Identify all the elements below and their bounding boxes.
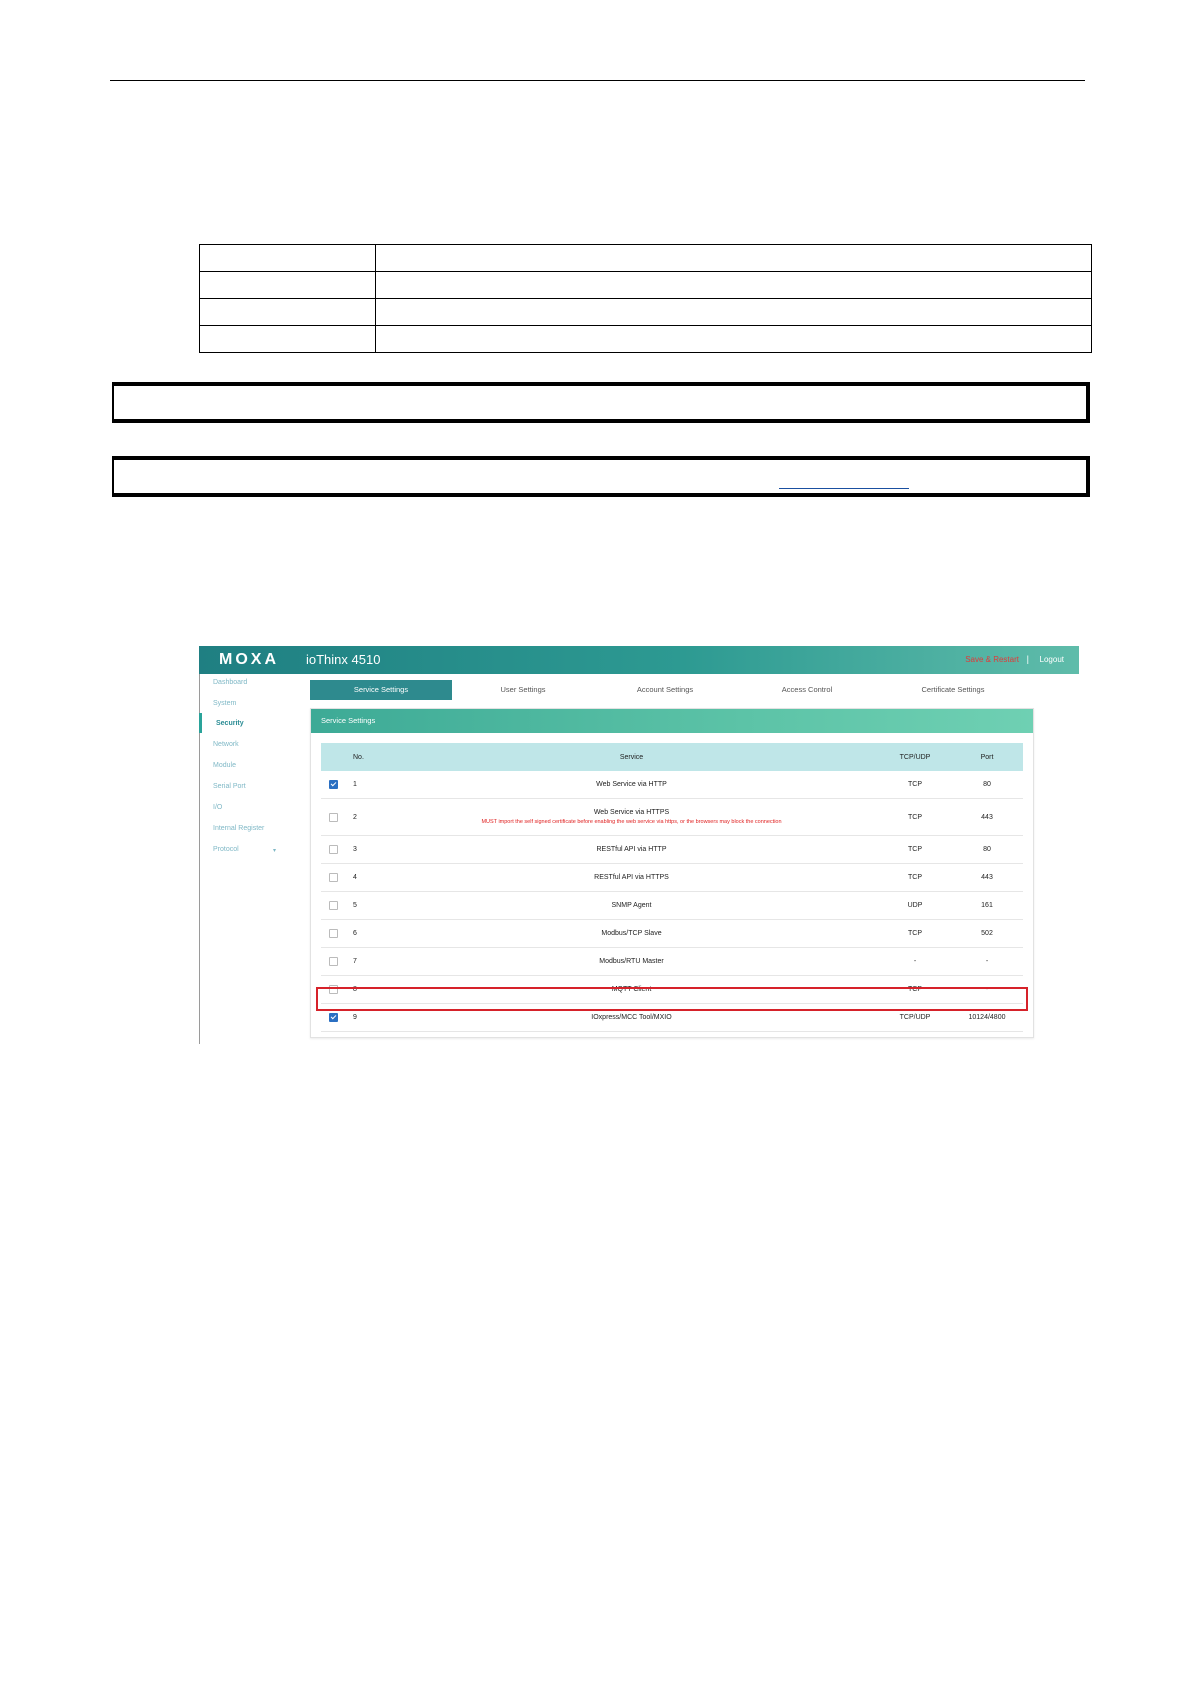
- note-box: [112, 382, 1090, 423]
- highlight-box: [316, 987, 1028, 1011]
- tab-bar: [310, 680, 1028, 700]
- col-port: Port: [951, 743, 1023, 771]
- service-checkbox[interactable]: [329, 845, 338, 854]
- logout-link[interactable]: Logout: [1039, 655, 1064, 664]
- table-row: [200, 272, 1092, 299]
- sidebar-item-system[interactable]: System: [213, 700, 237, 707]
- tab-service-settings[interactable]: Service Settings: [310, 680, 452, 700]
- service-checkbox[interactable]: [329, 1013, 338, 1022]
- parameter-table: [199, 244, 1092, 353]
- table-row: 8 MQTT Client TCP -: [321, 976, 1023, 1004]
- service-checkbox[interactable]: [329, 873, 338, 882]
- table-row: 5 SNMP Agent UDP 161: [321, 892, 1023, 920]
- sidebar-item-module[interactable]: Module: [213, 762, 236, 769]
- service-name: Web Service via HTTPS: [593, 809, 670, 816]
- sidebar-item-network[interactable]: Network: [213, 741, 239, 748]
- sidebar: [199, 674, 299, 1044]
- note-link[interactable]: [779, 488, 909, 489]
- tab-access-control[interactable]: Access Control: [781, 685, 833, 694]
- table-row: 1 Web Service via HTTP TCP 80: [321, 771, 1023, 799]
- chevron-down-icon[interactable]: ▾: [273, 848, 277, 854]
- service-settings-screenshot: [199, 646, 1079, 1044]
- table-row: 3 RESTful API via HTTP TCP 80: [321, 836, 1023, 864]
- https-warning: MUST import the self signed certificate before enabling the web service via https, or the browsers may block the connection: [481, 819, 782, 825]
- tab-user-settings[interactable]: User Settings: [500, 685, 546, 694]
- table-row: [200, 245, 1092, 272]
- moxa-logo: MOXA: [219, 651, 279, 668]
- table-row: [200, 326, 1092, 353]
- table-row: 9 IOxpress/MCC Tool/MXIO TCP/UDP 10124/4800: [321, 1004, 1023, 1032]
- table-row: 2 Web Service via HTTPS MUST import the self signed certificate before enabling the web service via https, or the browsers may block the connection TCP 443: [321, 799, 1023, 836]
- service-checkbox[interactable]: [329, 813, 338, 822]
- product-name: ioThinx 4510: [306, 652, 381, 667]
- sidebar-item-serial-port[interactable]: Serial Port: [213, 783, 246, 790]
- service-checkbox[interactable]: [329, 901, 338, 910]
- col-service: Service: [384, 743, 879, 771]
- top-bar: [199, 646, 1079, 674]
- col-protocol: TCP/UDP: [879, 743, 951, 771]
- table-row: 6 Modbus/TCP Slave TCP 502: [321, 920, 1023, 948]
- panel-title: Service Settings: [311, 709, 1033, 733]
- service-checkbox[interactable]: [329, 957, 338, 966]
- table-row: 4 RESTful API via HTTPS TCP 443: [321, 864, 1023, 892]
- service-checkbox[interactable]: [329, 780, 338, 789]
- table-header-row: [321, 743, 1023, 771]
- page-header-rule: [110, 80, 1085, 81]
- note-box: [112, 456, 1090, 497]
- sidebar-item-security[interactable]: Security: [216, 720, 244, 727]
- tab-account-settings[interactable]: Account Settings: [636, 685, 694, 694]
- top-bar-separator: |: [1026, 654, 1029, 664]
- sidebar-item-protocol[interactable]: Protocol: [213, 846, 239, 853]
- table-row: [200, 299, 1092, 326]
- service-checkbox[interactable]: [329, 929, 338, 938]
- table-row: 7 Modbus/RTU Master - -: [321, 948, 1023, 976]
- sidebar-active-indicator: [199, 713, 202, 733]
- sidebar-item-dashboard[interactable]: Dashboard: [213, 679, 248, 686]
- sidebar-item-io[interactable]: I/O: [213, 804, 223, 811]
- tab-certificate-settings[interactable]: Certificate Settings: [921, 685, 985, 694]
- col-no: No.: [345, 743, 384, 771]
- sidebar-item-internal-register[interactable]: Internal Register: [213, 825, 265, 832]
- save-restart-link[interactable]: Save & Restart: [965, 655, 1019, 664]
